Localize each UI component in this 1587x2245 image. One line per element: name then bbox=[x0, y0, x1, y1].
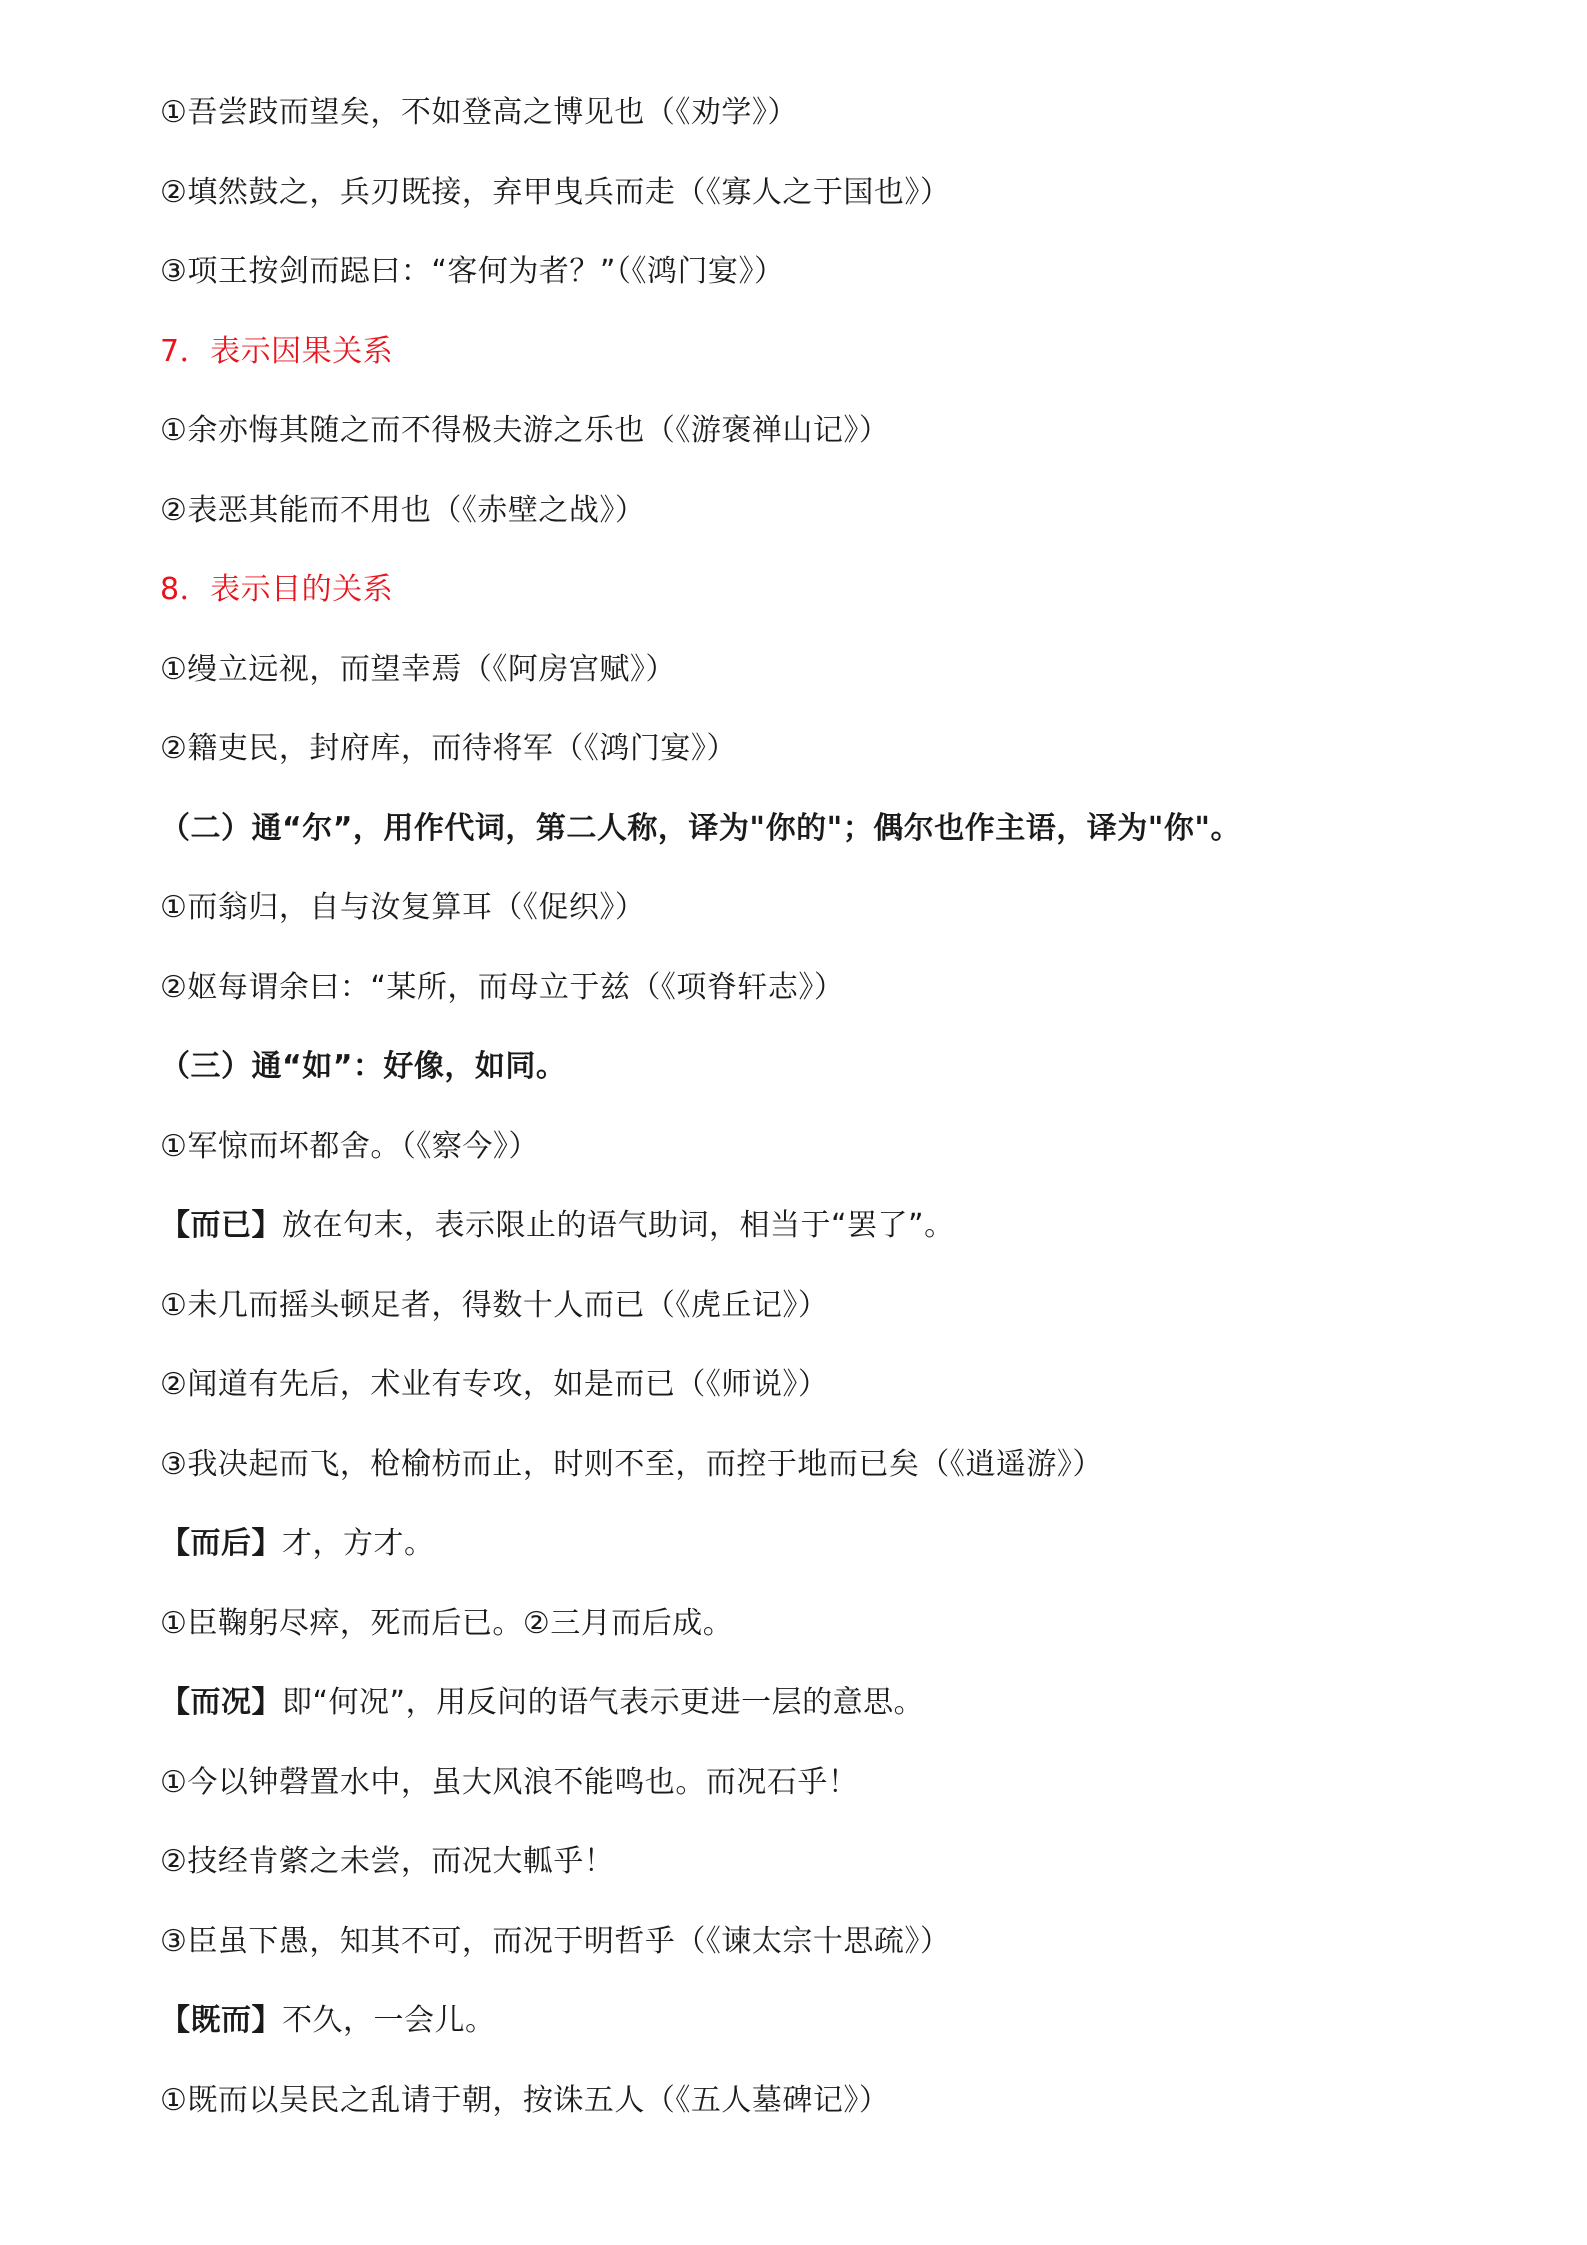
example-line: ①缦立远视，而望幸焉（《阿房宫赋》） bbox=[160, 651, 676, 687]
section-heading: 8．表示目的关系 bbox=[160, 572, 394, 607]
term-label: 【而况】 bbox=[160, 1685, 282, 1720]
term-text: 即“何况”，用反问的语气表示更进一层的意思。 bbox=[282, 1685, 925, 1720]
term-label: 【既而】 bbox=[160, 2003, 282, 2038]
example-line: ③我决起而飞，枪榆枋而止，时则不至，而控于地而已矣（《逍遥游》） bbox=[160, 1446, 1103, 1482]
example-line: ③臣虽下愚，知其不可，而况于明哲乎（《谏太宗十思疏》） bbox=[160, 1923, 951, 1959]
example-line: ①今以钟磬置水中，虽大风浪不能鸣也。而况石乎！ bbox=[160, 1764, 859, 1800]
section-heading: 7．表示因果关系 bbox=[160, 333, 394, 369]
subsection-heading: （二）通“尔”，用作代词，第二人称，译为"你的"；偶尔也作主语，译为"你"。 bbox=[160, 810, 1241, 846]
example-line: ①吾尝跂而望矣，不如登高之博见也（《劝学》） bbox=[160, 95, 798, 130]
example-line: ①余亦悔其随之而不得极夫游之乐也（《游褒禅山记》） bbox=[160, 413, 890, 448]
example-line: ②表恶其能而不用也（《赤壁之战》） bbox=[160, 492, 646, 528]
example-line: ③项王按剑而跽曰：“客何为者？”（《鸿门宴》） bbox=[160, 254, 785, 289]
term-text: 不久，一会儿。 bbox=[282, 2003, 496, 2038]
subsection-heading: （三）通“如”：好像，如同。 bbox=[160, 1049, 567, 1084]
example-line: ②填然鼓之，兵刃既接，弃甲曳兵而走（《寡人之于国也》） bbox=[160, 174, 951, 210]
term-text: 才，方才。 bbox=[282, 1526, 435, 1561]
document-body bbox=[160, 88, 1460, 2155]
example-line: ①臣鞠躬尽瘁，死而后已。②三月而后成。 bbox=[160, 1605, 734, 1641]
term-definition bbox=[160, 1678, 1460, 1758]
term-label: 【而已】 bbox=[160, 1208, 282, 1243]
example-line: ①未几而摇头顿足者，得数十人而已（《虎丘记》） bbox=[160, 1287, 829, 1323]
example-line: ①既而以吴民之乱请于朝，按诛五人（《五人墓碑记》） bbox=[160, 2082, 890, 2118]
example-line: ②妪每谓余曰：“某所，而母立于兹（《项脊轩志》） bbox=[160, 969, 845, 1005]
example-line: ①而翁归，自与汝复算耳（《促织》） bbox=[160, 890, 646, 925]
term-definition bbox=[160, 1201, 1460, 1281]
term-label: 【而后】 bbox=[160, 1526, 282, 1561]
example-line: ①军惊而坏都舍。（《察今》） bbox=[160, 1128, 539, 1164]
example-line: ②籍吏民，封府库，而待将军（《鸿门宴》） bbox=[160, 731, 737, 766]
term-text: 放在句末，表示限止的语气助词，相当于“罢了”。 bbox=[282, 1208, 955, 1243]
example-line: ②闻道有先后，术业有专攻，如是而已（《师说》） bbox=[160, 1367, 829, 1402]
example-line: ②技经肯綮之未尝，而况大軱乎！ bbox=[160, 1844, 615, 1879]
term-definition bbox=[160, 1996, 1460, 2076]
term-definition bbox=[160, 1519, 1460, 1599]
